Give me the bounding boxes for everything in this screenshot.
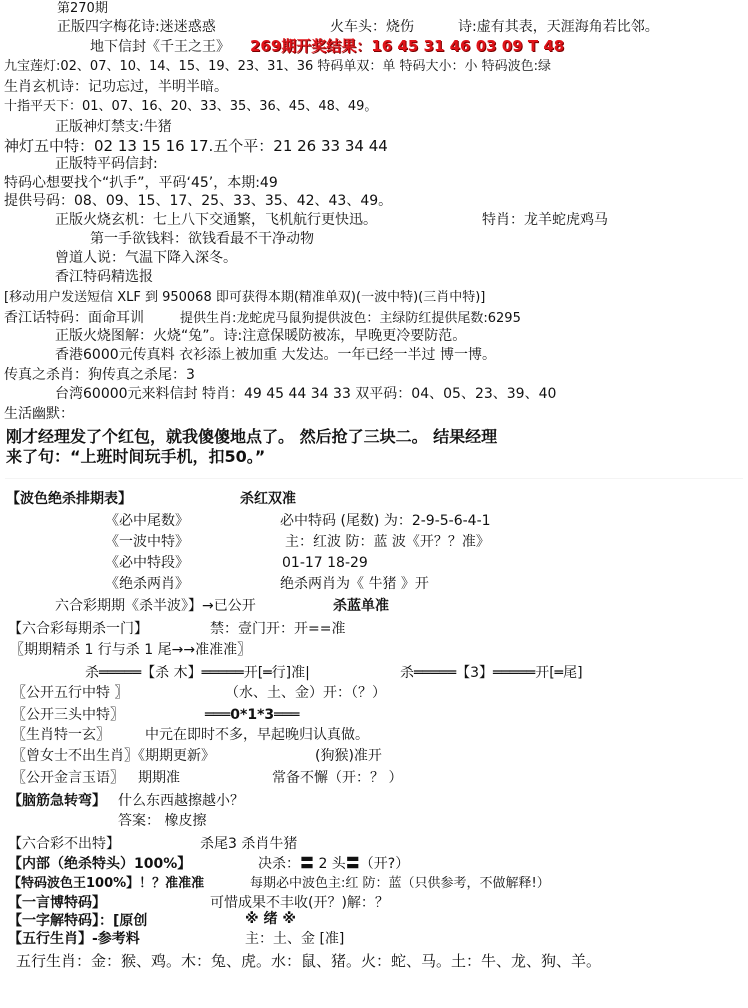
tail-label: 《必中尾数》 bbox=[105, 513, 189, 529]
wuxing-label: 【五行生肖】-参考料 bbox=[8, 931, 140, 947]
segment-value: 01-17 18-29 bbox=[282, 555, 368, 571]
inner-value: 决杀：〓 2 头〓（开?） bbox=[258, 856, 410, 872]
lotus-lamp-line: 九宝莲灯:02、07、10、14、15、19、23、31、36 特码单双：单 特码大小：小 特码波色:绿 bbox=[4, 59, 552, 74]
kill-two-value: 绝杀两肖为《 牛猪 》开 bbox=[280, 576, 429, 592]
xiangjiang-line: 香江话特码：面命耳训 bbox=[4, 310, 144, 326]
plum-poem: 正版四字梅花诗:迷迷惑惑 bbox=[57, 19, 216, 35]
heart-wish-line: 特码心想要找个“扒手”，平码‘45’，本期:49 bbox=[4, 175, 278, 191]
one-char-label: 【一字解特码】：[原创 bbox=[8, 913, 148, 929]
sms-notice: [移动用户发送短信 XLF 到 950068 即可获得本期(精准单双)(一波中特)(三肖中特)] bbox=[4, 290, 486, 305]
underground-letter: 地下信封《千王之王》 bbox=[90, 39, 230, 55]
segment-label: 《必中特段》 bbox=[105, 555, 189, 571]
poem-text: 诗:虚有其表，天涯海角若比邻。 bbox=[458, 19, 659, 35]
tw60000-line: 台湾60000元来料信封 特肖：49 45 44 34 33 双平码：04、05、23、39、40 bbox=[55, 386, 557, 402]
humor-title: 生活幽默： bbox=[4, 406, 74, 422]
issue-number: 第270期 bbox=[57, 1, 108, 16]
rumor-line: 曾道人说：气温下降入深冬。 bbox=[55, 250, 237, 266]
hk6000-line: 香港6000元传真料 衣衫添上被加重 大发达。一年已经一半过 博一博。 bbox=[55, 347, 496, 363]
lady-label: 〖曾女士不出生肖〗《期期更新》 bbox=[12, 748, 215, 764]
kill-door-value: 禁：壹门开：开==准 bbox=[210, 621, 346, 637]
fax-kill-line: 传真之杀肖：狗传真之杀尾：3 bbox=[4, 367, 195, 383]
provide-zodiac-line: 提供生肖:龙蛇虎马鼠狗提供波色：主绿防红提供尾数:6295 bbox=[180, 311, 521, 326]
one-word-value: 可惜成果不丰收(开？)解：？ bbox=[210, 895, 389, 911]
zodiac-one-label: 〖生肖特一玄〗 bbox=[12, 727, 110, 743]
three-head-value: ═══0*1*3═══ bbox=[205, 707, 300, 723]
first-hand-material: 第一手欲钱料：欲钱看最不干净动物 bbox=[90, 231, 314, 247]
wave-table-title: 【波色绝杀排期表】 bbox=[6, 491, 132, 507]
god-lamp-line: 神灯五中特：02 13 15 16 17.五个平：21 26 33 34 44 bbox=[4, 137, 388, 155]
riddle-question: 什么东西越擦越小？ bbox=[118, 793, 244, 809]
draw-result: 269期开奖结果：16 45 31 46 03 09 T 48 bbox=[250, 37, 565, 55]
kill-row-tail: 〖期期精杀 1 行与杀 1 尾→→准准准〗 bbox=[10, 642, 252, 658]
five-element-label: 〖公开五行中特 〗 bbox=[12, 685, 129, 701]
kill-two-label: 《绝杀两肖》 bbox=[105, 576, 189, 592]
half-wave-line: 六合彩期期《杀半波》】→已公开 bbox=[55, 598, 256, 614]
section-divider bbox=[5, 478, 743, 482]
jade-mid: 期期准 bbox=[138, 770, 180, 786]
fire-mystery: 正版火烧玄机：七上八下交通繁，飞机航行更快迅。 bbox=[55, 212, 377, 228]
humor-line-1: 刚才经理发了个红包，就我傻傻地点了。 然后抢了三块二。 结果经理 bbox=[6, 427, 498, 446]
wave-label: 《一波中特》 bbox=[105, 534, 189, 550]
zodiac-one-value: 中元在即时不多，早起晚归认真做。 bbox=[145, 727, 369, 743]
hk-selection-title: 香江特码精选报 bbox=[55, 269, 153, 285]
kill-tail-line: 杀═════【3】═════开[═尾] bbox=[400, 665, 583, 681]
wave-value: 主：红波 防：蓝 波《开？？准》 bbox=[285, 534, 490, 550]
train-head: 火车头：烧伤 bbox=[330, 19, 414, 35]
one-char-value: ※ 绪 ※ bbox=[245, 911, 296, 927]
riddle-answer: 答案： 橡皮擦 bbox=[118, 813, 207, 829]
banned-branch: 正版神灯禁支:牛猪 bbox=[55, 119, 172, 135]
kill-door-label: 【六合彩每期杀一门】 bbox=[8, 621, 148, 637]
wuxing-value: 主：土、金 [准] bbox=[245, 931, 345, 947]
provide-numbers: 提供号码：08、09、15、17、25、33、35、42、43、49。 bbox=[4, 193, 393, 209]
kill-blue-label: 杀蓝单准 bbox=[333, 598, 389, 614]
jade-label: 〖公开金言玉语〗 bbox=[12, 770, 124, 786]
zodiac-mystery-poem: 生肖玄机诗：记功忘过，半明半暗。 bbox=[4, 79, 228, 95]
jade-value: 常备不懈（开：？ ） bbox=[272, 770, 403, 786]
no-show-label: 【六合彩不出特】 bbox=[8, 836, 120, 852]
three-head-label: 〖公开三头中特〗 bbox=[12, 707, 124, 723]
ten-fingers-line: 十指平天下：01、07、16、20、33、35、36、45、48、49。 bbox=[4, 99, 378, 114]
one-word-label: 【一言博特码】 bbox=[8, 895, 106, 911]
wave-king-value: 每期必中波色主:红 防：蓝（只供参考，不做解释!） bbox=[250, 876, 550, 891]
tail-value: 必中特码 (尾数) 为：2-9-5-6-4-1 bbox=[280, 513, 491, 529]
no-show-value: 杀尾3 杀肖牛猪 bbox=[200, 836, 298, 852]
five-element-value: （水、土、金）开：（？） bbox=[225, 685, 386, 701]
inner-label: 【内部（绝杀特头）100%】 bbox=[8, 856, 192, 872]
fire-picture-line: 正版火烧图解：火烧“兔”。诗:注意保暖防被冻，早晚更冷要防范。 bbox=[55, 328, 467, 344]
kill-wood-line: 杀═════【杀 木】═════开[═行]准| bbox=[85, 665, 310, 681]
lady-value: (狗猴)准开 bbox=[315, 748, 382, 764]
wave-king-label: 【特码波色王100%】！？准准准 bbox=[8, 876, 205, 891]
kill-red-label: 杀红双准 bbox=[240, 491, 296, 507]
wuxing-list: 五行生肖：金：猴、鸡。木：兔、虎。水：鼠、猪。火：蛇、马。土：牛、龙、狗、羊。 bbox=[16, 952, 602, 970]
humor-line-2: 来了句：“上班时间玩手机，扣50。” bbox=[6, 447, 266, 466]
special-zodiac: 特肖：龙羊蛇虎鸡马 bbox=[482, 212, 608, 228]
flat-code-letter: 正版特平码信封: bbox=[55, 156, 158, 172]
riddle-label: 【脑筋急转弯】 bbox=[8, 793, 106, 809]
